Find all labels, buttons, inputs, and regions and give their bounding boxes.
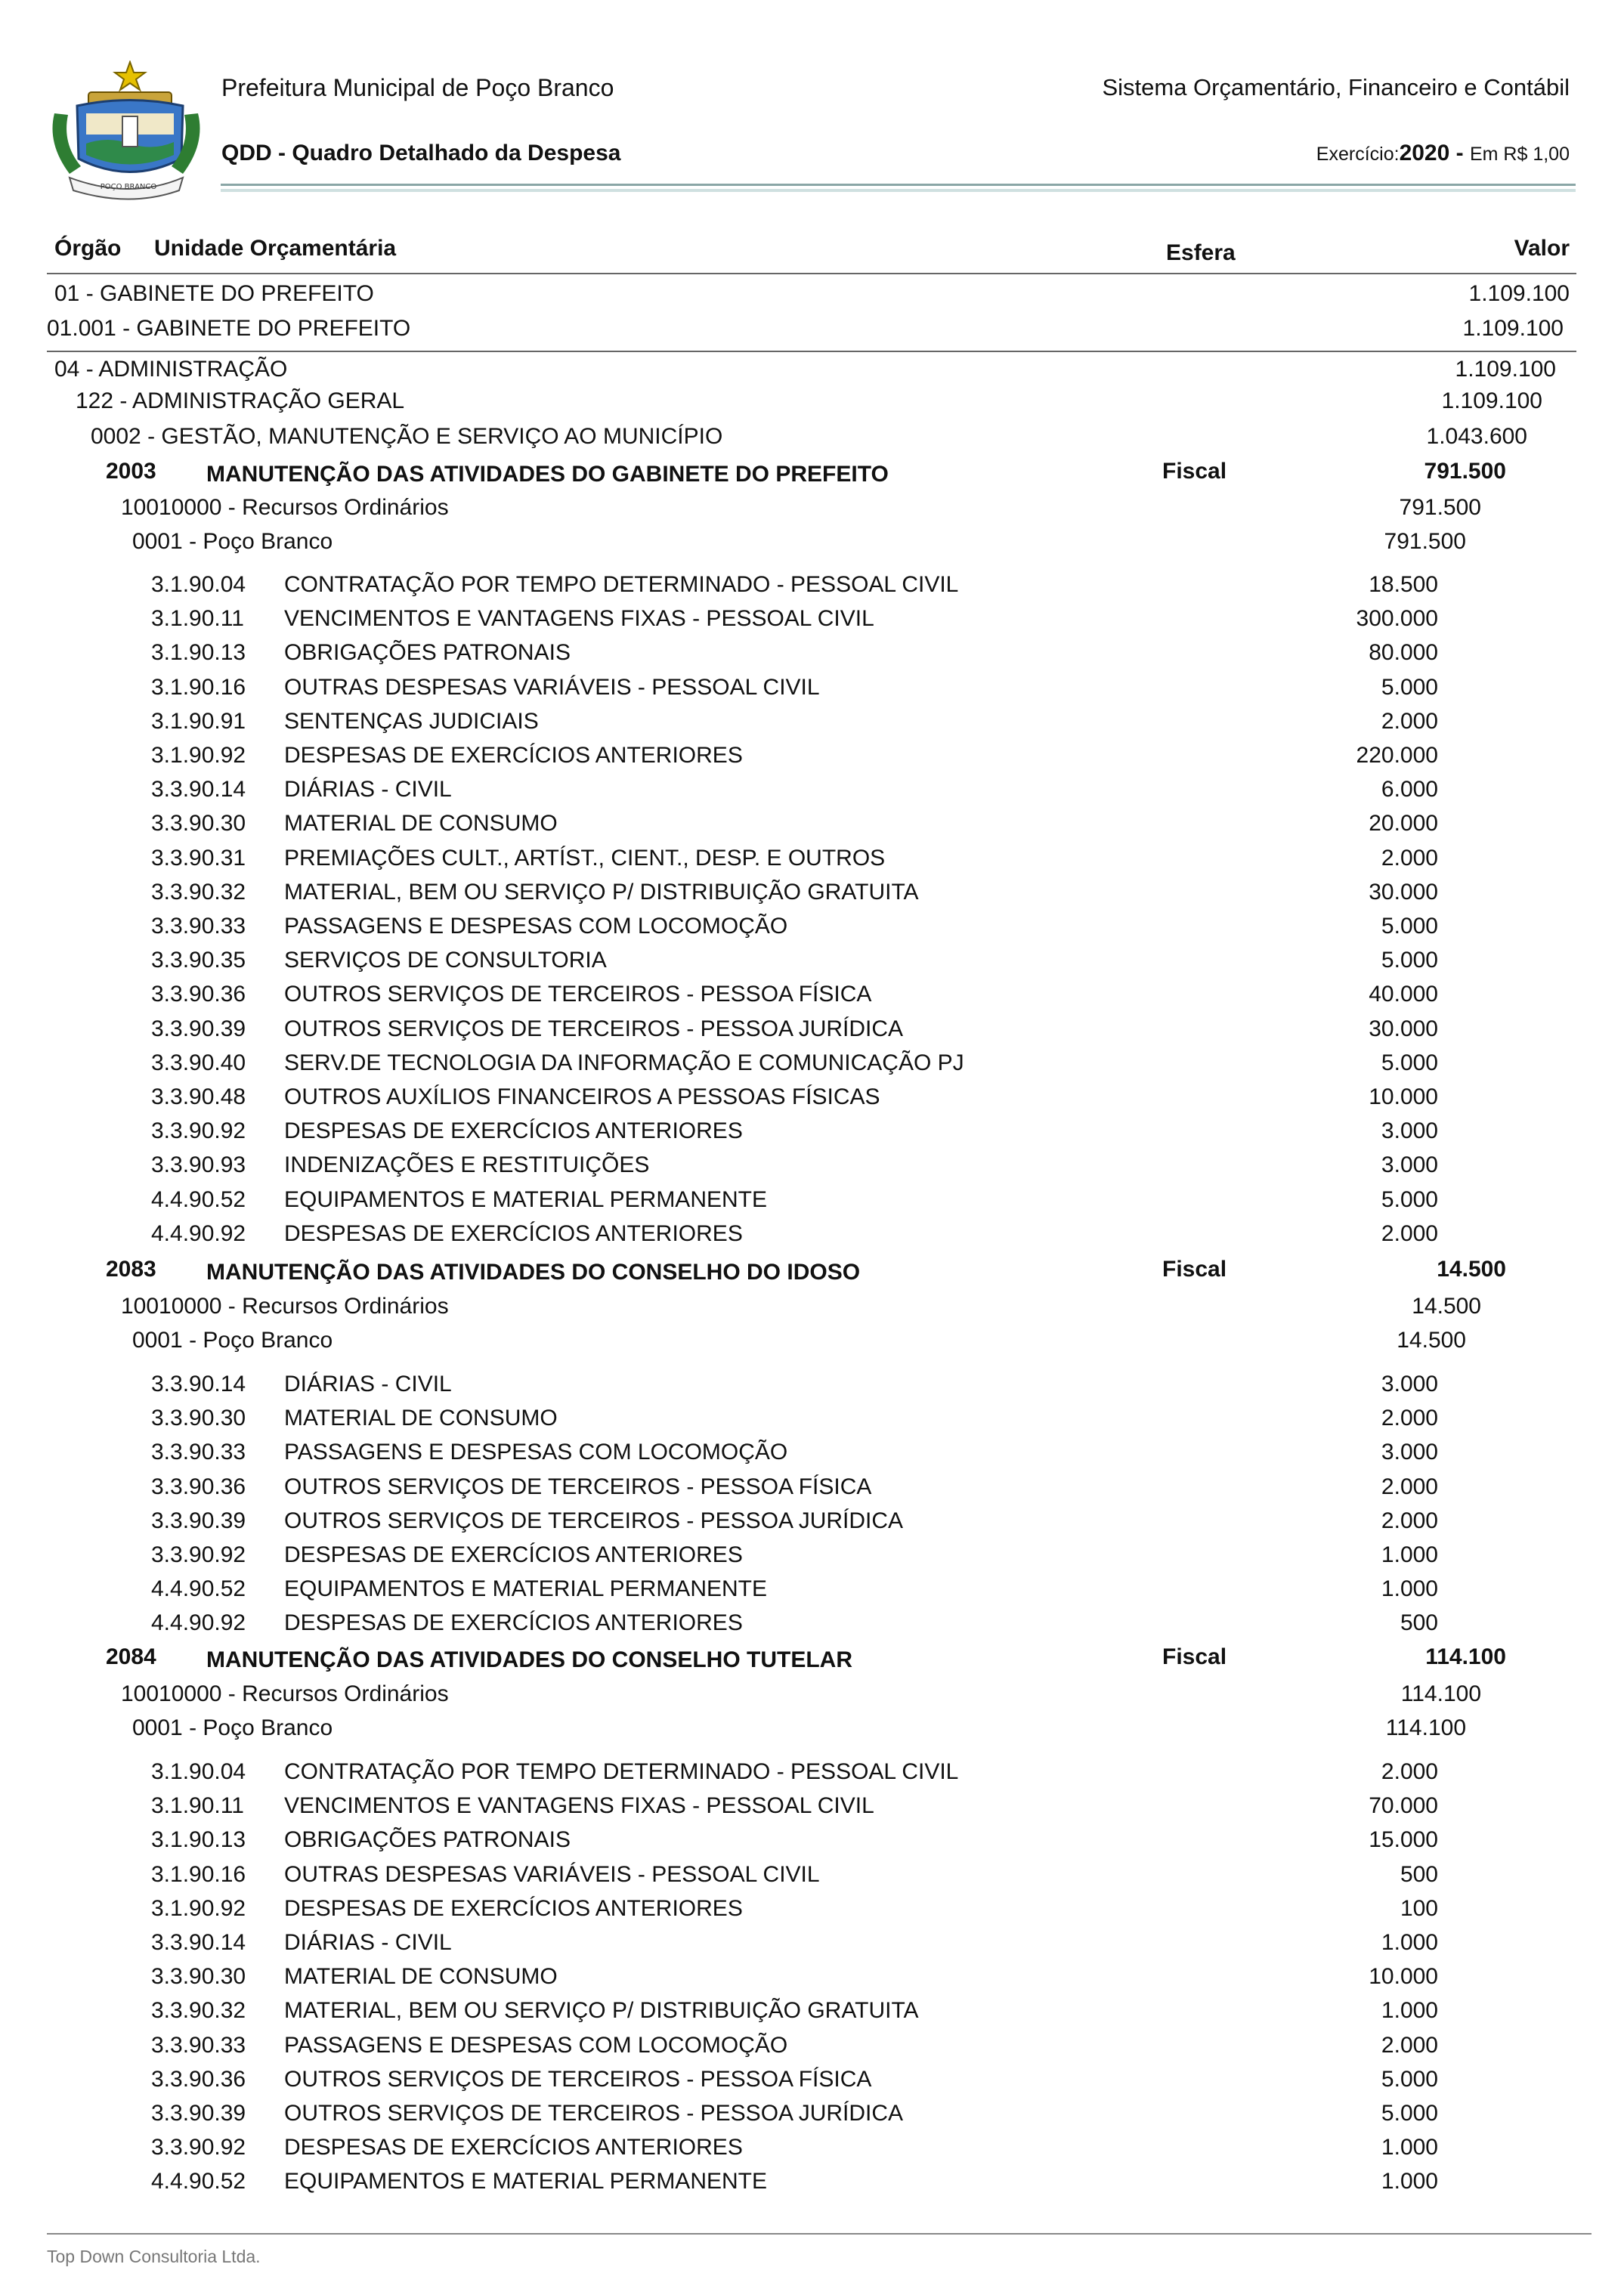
expense-item-row xyxy=(0,1998,1624,2028)
expense-item-row xyxy=(0,1793,1624,1823)
acao-row xyxy=(0,1257,1624,1290)
expense-description: OBRIGAÇÕES PATRONAIS xyxy=(284,1827,571,1853)
expense-item-row xyxy=(0,1221,1624,1251)
expense-description: SERV.DE TECNOLOGIA DA INFORMAÇÃO E COMUNICAÇÃO PJ xyxy=(284,1050,964,1075)
expense-value: 3.000 xyxy=(1381,1118,1438,1144)
subfuncao-value: 1.109.100 xyxy=(1441,388,1542,413)
expense-value: 5.000 xyxy=(1381,1186,1438,1212)
expense-item-row xyxy=(0,1508,1624,1539)
expense-item-row xyxy=(0,2169,1624,2199)
expense-code: 4.4.90.52 xyxy=(151,2169,246,2194)
expense-item-row xyxy=(0,1759,1624,1789)
expense-item-row xyxy=(0,1187,1624,1217)
expense-description: OUTROS SERVIÇOS DE TERCEIROS - PESSOA FÍSICA xyxy=(284,1474,872,1499)
expense-code: 3.3.90.40 xyxy=(151,1050,246,1075)
expense-value: 500 xyxy=(1400,1861,1438,1887)
fonte-label: 0001 - Poço Branco xyxy=(132,1328,333,1353)
expense-code: 3.1.90.04 xyxy=(151,1759,246,1784)
expense-item-row xyxy=(0,1050,1624,1081)
col-orgao: Órgão xyxy=(54,236,122,261)
fonte-row xyxy=(0,529,1624,559)
acao-value: 14.500 xyxy=(1437,1257,1506,1282)
expense-value: 2.000 xyxy=(1381,1759,1438,1784)
report-title: QDD - Quadro Detalhado da Despesa xyxy=(221,141,621,165)
expense-description: DESPESAS DE EXERCÍCIOS ANTERIORES xyxy=(284,1610,743,1636)
expense-description: DESPESAS DE EXERCÍCIOS ANTERIORES xyxy=(284,1542,743,1567)
expense-value: 100 xyxy=(1400,1895,1438,1921)
expense-value: 300.000 xyxy=(1356,606,1438,632)
funcao-row xyxy=(0,357,1624,387)
fonte-row xyxy=(0,1328,1624,1358)
expense-value: 1.000 xyxy=(1381,2169,1438,2194)
expense-item-row xyxy=(0,1827,1624,1857)
expense-code: 3.3.90.32 xyxy=(151,1998,246,2024)
expense-item-row xyxy=(0,1930,1624,1960)
footer-company: Top Down Consultoria Ltda. xyxy=(47,2247,261,2266)
expense-description: MATERIAL DE CONSUMO xyxy=(284,811,558,837)
expense-item-row xyxy=(0,2067,1624,2097)
expense-value: 1.000 xyxy=(1381,2135,1438,2160)
expense-code: 3.1.90.13 xyxy=(151,640,246,666)
expense-code: 3.3.90.93 xyxy=(151,1152,246,1178)
recurso-label: 10010000 - Recursos Ordinários xyxy=(121,1294,449,1319)
expense-value: 500 xyxy=(1400,1610,1438,1636)
col-esfera: Esfera xyxy=(1166,240,1236,265)
expense-item-row xyxy=(0,675,1624,705)
funcao-label: 04 - ADMINISTRAÇÃO xyxy=(54,357,288,382)
acao-value: 114.100 xyxy=(1425,1644,1506,1669)
fonte-row xyxy=(0,1715,1624,1746)
expense-value: 1.000 xyxy=(1381,1998,1438,2024)
expense-description: PASSAGENS E DESPESAS COM LOCOMOÇÃO xyxy=(284,1440,788,1465)
expense-code: 4.4.90.52 xyxy=(151,1186,246,1212)
funcao-value: 1.109.100 xyxy=(1455,357,1556,382)
expense-code: 3.1.90.91 xyxy=(151,708,246,734)
expense-item-row xyxy=(0,1406,1624,1436)
orgao-label: 01 - GABINETE DO PREFEITO xyxy=(54,281,374,306)
programa-value: 1.043.600 xyxy=(1426,424,1527,449)
expense-item-row xyxy=(0,1152,1624,1183)
expense-value: 70.000 xyxy=(1369,1793,1438,1819)
action-esfera: Fiscal xyxy=(1162,1644,1227,1669)
programa-label: 0002 - GESTÃO, MANUTENÇÃO E SERVIÇO AO MUNICÍPIO xyxy=(91,424,723,449)
expense-code: 3.3.90.48 xyxy=(151,1084,246,1109)
fonte-value: 14.500 xyxy=(1397,1328,1466,1353)
expense-code: 3.3.90.33 xyxy=(151,1440,246,1465)
expense-value: 2.000 xyxy=(1381,2032,1438,2058)
recurso-label: 10010000 - Recursos Ordinários xyxy=(121,495,449,520)
expense-value: 5.000 xyxy=(1381,2101,1438,2126)
expense-description: OUTROS SERVIÇOS DE TERCEIROS - PESSOA FÍSICA xyxy=(284,2066,872,2092)
expense-item-row xyxy=(0,1964,1624,1994)
unidade-label: 01.001 - GABINETE DO PREFEITO xyxy=(47,316,411,341)
expense-value: 5.000 xyxy=(1381,2066,1438,2092)
expense-description: DESPESAS DE EXERCÍCIOS ANTERIORES xyxy=(284,1220,743,1246)
expense-value: 1.000 xyxy=(1381,1930,1438,1955)
action-description: MANUTENÇÃO DAS ATIVIDADES DO CONSELHO DO IDOSO xyxy=(206,1260,861,1285)
expense-code: 3.3.90.33 xyxy=(151,914,246,939)
recurso-value: 114.100 xyxy=(1400,1681,1481,1706)
expense-value: 80.000 xyxy=(1369,640,1438,666)
expense-value: 3.000 xyxy=(1381,1372,1438,1396)
expense-item-row xyxy=(0,1610,1624,1641)
action-code: 2083 xyxy=(106,1257,156,1282)
expense-item-row xyxy=(0,1084,1624,1115)
expense-code: 3.3.90.30 xyxy=(151,811,246,837)
expense-value: 2.000 xyxy=(1381,1406,1438,1431)
recurso-value: 791.500 xyxy=(1399,495,1481,520)
action-description: MANUTENÇÃO DAS ATIVIDADES DO CONSELHO TUTELAR xyxy=(206,1647,852,1672)
expense-code: 3.3.90.36 xyxy=(151,2066,246,2092)
fonte-value: 791.500 xyxy=(1384,529,1466,554)
expense-code: 3.1.90.13 xyxy=(151,1827,246,1853)
expense-value: 2.000 xyxy=(1381,845,1438,871)
acao-row xyxy=(0,1644,1624,1678)
expense-code: 3.3.90.36 xyxy=(151,982,246,1007)
expense-code: 3.3.90.39 xyxy=(151,1508,246,1533)
expense-item-row xyxy=(0,880,1624,910)
expense-item-row xyxy=(0,606,1624,636)
unidade-row xyxy=(0,316,1624,346)
expense-code: 4.4.90.92 xyxy=(151,1610,246,1636)
expense-value: 5.000 xyxy=(1381,948,1438,973)
exercicio-year: 2020 xyxy=(1399,141,1450,165)
acao-value: 791.500 xyxy=(1424,459,1506,484)
recurso-row xyxy=(0,495,1624,525)
expense-code: 3.3.90.39 xyxy=(151,1016,246,1041)
expense-value: 2.000 xyxy=(1381,1474,1438,1499)
expense-description: OUTRAS DESPESAS VARIÁVEIS - PESSOAL CIVIL xyxy=(284,674,820,700)
expense-description: DESPESAS DE EXERCÍCIOS ANTERIORES xyxy=(284,1118,743,1144)
expense-description: MATERIAL DE CONSUMO xyxy=(284,1406,558,1431)
expense-code: 3.3.90.35 xyxy=(151,948,246,973)
expense-value: 6.000 xyxy=(1381,777,1438,803)
recurso-row xyxy=(0,1681,1624,1712)
expense-value: 5.000 xyxy=(1381,1050,1438,1075)
expense-description: DIÁRIAS - CIVIL xyxy=(284,1372,452,1396)
programa-row xyxy=(0,424,1624,454)
expense-code: 3.1.90.11 xyxy=(151,1793,244,1819)
expense-value: 5.000 xyxy=(1381,914,1438,939)
orgao-row xyxy=(0,281,1624,311)
col-valor: Valor xyxy=(1514,236,1570,261)
expense-description: PREMIAÇÕES CULT., ARTÍST., CIENT., DESP. E OUTROS xyxy=(284,845,886,871)
expense-value: 1.000 xyxy=(1381,1542,1438,1567)
expense-description: DIÁRIAS - CIVIL xyxy=(284,777,452,803)
fonte-label: 0001 - Poço Branco xyxy=(132,529,333,554)
expense-item-row xyxy=(0,1896,1624,1926)
expense-value: 3.000 xyxy=(1381,1152,1438,1178)
exercicio-label: Exercício: xyxy=(1316,144,1400,165)
expense-description: MATERIAL, BEM OU SERVIÇO P/ DISTRIBUIÇÃO GRATUITA xyxy=(284,1998,919,2024)
recurso-row xyxy=(0,1294,1624,1324)
expense-description: EQUIPAMENTOS E MATERIAL PERMANENTE xyxy=(284,1576,767,1602)
expense-item-row xyxy=(0,1542,1624,1573)
expense-value: 5.000 xyxy=(1381,674,1438,700)
expense-item-row xyxy=(0,709,1624,739)
subfuncao-row xyxy=(0,388,1624,419)
expense-item-row xyxy=(0,1862,1624,1892)
expense-code: 3.3.90.14 xyxy=(151,1930,246,1955)
expense-description: OBRIGAÇÕES PATRONAIS xyxy=(284,640,571,666)
acao-row xyxy=(0,459,1624,492)
action-description: MANUTENÇÃO DAS ATIVIDADES DO GABINETE DO PREFEITO xyxy=(206,462,889,487)
expense-value: 30.000 xyxy=(1369,1016,1438,1041)
action-code: 2084 xyxy=(106,1644,156,1669)
expense-description: PASSAGENS E DESPESAS COM LOCOMOÇÃO xyxy=(284,2032,788,2058)
expense-value: 220.000 xyxy=(1356,743,1438,768)
expense-code: 3.3.90.31 xyxy=(151,845,246,871)
expense-description: SERVIÇOS DE CONSULTORIA xyxy=(284,948,607,973)
expense-item-row xyxy=(0,777,1624,807)
expense-code: 3.1.90.16 xyxy=(151,674,246,700)
logo-ribbon-text: POÇO BRANCO xyxy=(100,183,157,191)
expense-item-row xyxy=(0,1474,1624,1505)
expense-item-row xyxy=(0,914,1624,944)
expense-item-row xyxy=(0,811,1624,841)
expense-item-row xyxy=(0,1440,1624,1470)
expense-item-row xyxy=(0,743,1624,773)
expense-item-row xyxy=(0,640,1624,670)
recurso-value: 14.500 xyxy=(1412,1294,1481,1319)
fonte-value: 114.100 xyxy=(1385,1715,1466,1740)
expense-value: 20.000 xyxy=(1369,811,1438,837)
expense-description: VENCIMENTOS E VANTAGENS FIXAS - PESSOAL CIVIL xyxy=(284,606,874,632)
expense-description: OUTROS SERVIÇOS DE TERCEIROS - PESSOA JURÍDICA xyxy=(284,2101,904,2126)
subfuncao-label: 122 - ADMINISTRAÇÃO GERAL xyxy=(76,388,405,413)
expense-code: 3.1.90.16 xyxy=(151,1861,246,1887)
expense-value: 15.000 xyxy=(1369,1827,1438,1853)
expense-description: OUTROS SERVIÇOS DE TERCEIROS - PESSOA JURÍDICA xyxy=(284,1016,904,1041)
expense-code: 3.3.90.14 xyxy=(151,1372,246,1396)
expense-code: 3.3.90.30 xyxy=(151,1964,246,1990)
expense-description: MATERIAL DE CONSUMO xyxy=(284,1964,558,1990)
expense-item-row xyxy=(0,572,1624,602)
expense-description: CONTRATAÇÃO POR TEMPO DETERMINADO - PESSOAL CIVIL xyxy=(284,572,959,597)
expense-code: 3.3.90.32 xyxy=(151,879,246,905)
expense-description: OUTRAS DESPESAS VARIÁVEIS - PESSOAL CIVIL xyxy=(284,1861,820,1887)
expense-code: 3.3.90.92 xyxy=(151,1118,246,1144)
expense-description: EQUIPAMENTOS E MATERIAL PERMANENTE xyxy=(284,1186,767,1212)
fonte-label: 0001 - Poço Branco xyxy=(132,1715,333,1740)
system-name: Sistema Orçamentário, Financeiro e Contábil xyxy=(1102,74,1570,101)
expense-code: 3.3.90.36 xyxy=(151,1474,246,1499)
expense-description: SENTENÇAS JUDICIAIS xyxy=(284,708,539,734)
expense-description: DESPESAS DE EXERCÍCIOS ANTERIORES xyxy=(284,1895,743,1921)
expense-description: OUTROS SERVIÇOS DE TERCEIROS - PESSOA FÍSICA xyxy=(284,982,872,1007)
expense-description: VENCIMENTOS E VANTAGENS FIXAS - PESSOAL CIVIL xyxy=(284,1793,874,1819)
exercicio-separator: - xyxy=(1449,141,1470,165)
expense-description: DESPESAS DE EXERCÍCIOS ANTERIORES xyxy=(284,743,743,768)
expense-code: 3.1.90.04 xyxy=(151,572,246,597)
expense-item-row xyxy=(0,2033,1624,2063)
expense-code: 3.3.90.30 xyxy=(151,1406,246,1431)
expense-code: 3.3.90.92 xyxy=(151,1542,246,1567)
expense-item-row xyxy=(0,846,1624,876)
expense-value: 18.500 xyxy=(1369,572,1438,597)
expense-code: 3.3.90.33 xyxy=(151,2032,246,2058)
expense-value: 30.000 xyxy=(1369,879,1438,905)
expense-item-row xyxy=(0,1016,1624,1047)
section-rule xyxy=(47,351,1576,352)
currency-note: Em R$ 1,00 xyxy=(1469,144,1570,165)
col-unidade: Unidade Orçamentária xyxy=(154,236,397,261)
expense-value: 2.000 xyxy=(1381,708,1438,734)
expense-code: 3.3.90.39 xyxy=(151,2101,246,2126)
expense-item-row xyxy=(0,1576,1624,1607)
org-name: Prefeitura Municipal de Poço Branco xyxy=(221,74,614,101)
expense-item-row xyxy=(0,1118,1624,1149)
expense-item-row xyxy=(0,2101,1624,2131)
expense-code: 3.1.90.92 xyxy=(151,1895,246,1921)
expense-value: 10.000 xyxy=(1369,1964,1438,1990)
expense-code: 4.4.90.52 xyxy=(151,1576,246,1602)
expense-item-row xyxy=(0,982,1624,1012)
expense-code: 3.1.90.92 xyxy=(151,743,246,768)
orgao-value: 1.109.100 xyxy=(1468,281,1570,306)
expense-description: OUTROS AUXÍLIOS FINANCEIROS A PESSOAS FÍSICAS xyxy=(284,1084,880,1109)
action-code: 2003 xyxy=(106,459,156,484)
expense-value: 2.000 xyxy=(1381,1508,1438,1533)
expense-item-row xyxy=(0,2135,1624,2165)
unidade-value: 1.109.100 xyxy=(1462,316,1564,341)
expense-code: 4.4.90.92 xyxy=(151,1220,246,1246)
expense-value: 1.000 xyxy=(1381,1576,1438,1602)
expense-value: 2.000 xyxy=(1381,1220,1438,1246)
expense-description: OUTROS SERVIÇOS DE TERCEIROS - PESSOA JURÍDICA xyxy=(284,1508,904,1533)
footer-rule xyxy=(47,2233,1592,2235)
expense-description: PASSAGENS E DESPESAS COM LOCOMOÇÃO xyxy=(284,914,788,939)
action-esfera: Fiscal xyxy=(1162,459,1227,484)
expense-description: INDENIZAÇÕES E RESTITUIÇÕES xyxy=(284,1152,650,1178)
expense-description: MATERIAL, BEM OU SERVIÇO P/ DISTRIBUIÇÃO GRATUITA xyxy=(284,879,919,905)
action-esfera: Fiscal xyxy=(1162,1257,1227,1282)
expense-code: 3.3.90.14 xyxy=(151,777,246,803)
expense-item-row xyxy=(0,948,1624,978)
expense-description: DESPESAS DE EXERCÍCIOS ANTERIORES xyxy=(284,2135,743,2160)
expense-description: EQUIPAMENTOS E MATERIAL PERMANENTE xyxy=(284,2169,767,2194)
expense-code: 3.1.90.11 xyxy=(151,606,244,632)
expense-description: DIÁRIAS - CIVIL xyxy=(284,1930,452,1955)
recurso-label: 10010000 - Recursos Ordinários xyxy=(121,1681,449,1706)
expense-code: 3.3.90.92 xyxy=(151,2135,246,2160)
expense-value: 3.000 xyxy=(1381,1440,1438,1465)
expense-item-row xyxy=(0,1372,1624,1402)
expense-description: CONTRATAÇÃO POR TEMPO DETERMINADO - PESSOAL CIVIL xyxy=(284,1759,959,1784)
expense-value: 40.000 xyxy=(1369,982,1438,1007)
expense-value: 10.000 xyxy=(1369,1084,1438,1109)
